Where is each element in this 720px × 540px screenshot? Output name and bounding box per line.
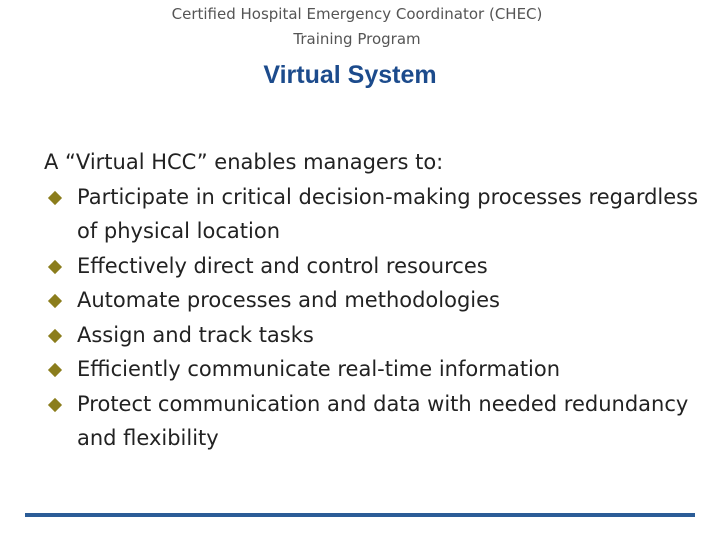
diamond-bullet-icon [48, 397, 62, 411]
list-item [44, 249, 714, 284]
diamond-bullet-icon [48, 259, 62, 273]
intro-text: A “Virtual HCC” enables managers to: [44, 150, 444, 174]
slide-header [0, 2, 714, 52]
bullet-text: Protect communication and data with needed redundancy and flexibility [77, 391, 689, 450]
bullet-text: Effectively direct and control resources [77, 253, 488, 278]
diamond-bullet-icon [48, 294, 62, 308]
footer-divider [25, 513, 695, 517]
bullet-text: Automate processes and methodologies [77, 288, 500, 312]
diamond-bullet-icon [48, 363, 62, 377]
bullet-text: Efficiently communicate real-time information [77, 357, 561, 381]
bullet-list [44, 180, 714, 456]
list-item [44, 283, 714, 318]
list-item [44, 318, 714, 353]
list-item [44, 180, 714, 249]
header-program-name: Certified Hospital Emergency Coordinator (CHEC) [171, 5, 543, 23]
slide-body [44, 145, 714, 456]
slide-title: Virtual System [263, 61, 437, 89]
diamond-bullet-icon [48, 190, 62, 204]
diamond-bullet-icon [48, 328, 62, 342]
list-item [44, 387, 714, 456]
bullet-text: Assign and track tasks [77, 322, 314, 347]
header-program-type: Training Program [293, 30, 421, 48]
bullet-text: Participate in critical decision-making processes regardless of physical location [77, 184, 699, 243]
list-item [44, 352, 714, 387]
